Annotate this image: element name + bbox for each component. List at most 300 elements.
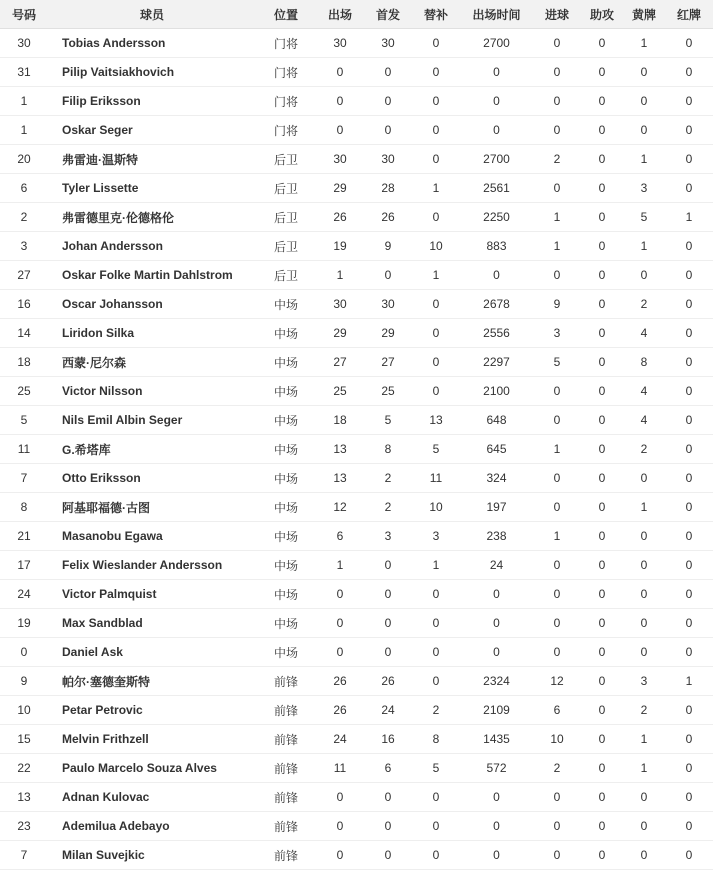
cell-substitute-appearances: 10	[412, 232, 460, 261]
cell-yellow-cards: 2	[623, 290, 665, 319]
cell-player-position: 中场	[256, 348, 316, 377]
cell-starts: 0	[364, 812, 412, 841]
cell-player-number: 0	[0, 638, 48, 667]
cell-player-position: 前锋	[256, 754, 316, 783]
cell-starts: 5	[364, 406, 412, 435]
cell-assists: 0	[581, 783, 623, 812]
cell-player-number: 20	[0, 145, 48, 174]
cell-player-position: 中场	[256, 493, 316, 522]
cell-substitute-appearances: 0	[412, 29, 460, 58]
cell-player-name[interactable]: 西蒙·尼尔森	[48, 348, 256, 377]
column-header-goals: 进球	[533, 0, 581, 29]
cell-assists: 0	[581, 116, 623, 145]
cell-starts: 0	[364, 87, 412, 116]
cell-yellow-cards: 5	[623, 203, 665, 232]
cell-appearances: 0	[316, 812, 364, 841]
cell-substitute-appearances: 0	[412, 87, 460, 116]
cell-substitute-appearances: 0	[412, 290, 460, 319]
column-header-red-cards: 红牌	[665, 0, 713, 29]
cell-player-position: 中场	[256, 522, 316, 551]
cell-player-position: 中场	[256, 319, 316, 348]
cell-player-position: 中场	[256, 377, 316, 406]
table-row	[0, 435, 713, 464]
cell-yellow-cards: 2	[623, 435, 665, 464]
column-header-substitute: 替补	[412, 0, 460, 29]
table-row	[0, 232, 713, 261]
cell-substitute-appearances: 13	[412, 406, 460, 435]
cell-assists: 0	[581, 551, 623, 580]
cell-red-cards: 1	[665, 203, 713, 232]
cell-substitute-appearances: 2	[412, 696, 460, 725]
cell-goals: 0	[533, 29, 581, 58]
cell-player-name[interactable]: Daniel Ask	[48, 638, 256, 667]
cell-minutes-played: 24	[460, 551, 533, 580]
cell-goals: 0	[533, 783, 581, 812]
column-header-number: 号码	[0, 0, 48, 29]
cell-player-name[interactable]: Victor Palmquist	[48, 580, 256, 609]
cell-assists: 0	[581, 754, 623, 783]
cell-player-name[interactable]: Liridon Silka	[48, 319, 256, 348]
cell-red-cards: 0	[665, 725, 713, 754]
cell-goals: 0	[533, 493, 581, 522]
cell-player-name[interactable]: Oskar Folke Martin Dahlstrom	[48, 261, 256, 290]
cell-starts: 0	[364, 551, 412, 580]
cell-yellow-cards: 0	[623, 58, 665, 87]
cell-yellow-cards: 0	[623, 87, 665, 116]
cell-player-position: 中场	[256, 435, 316, 464]
cell-appearances: 26	[316, 696, 364, 725]
cell-substitute-appearances: 0	[412, 609, 460, 638]
cell-player-name[interactable]: Filip Eriksson	[48, 87, 256, 116]
cell-player-number: 30	[0, 29, 48, 58]
cell-minutes-played: 0	[460, 841, 533, 870]
cell-starts: 30	[364, 290, 412, 319]
cell-starts: 27	[364, 348, 412, 377]
cell-player-name[interactable]: 弗雷德里克·伦德格伦	[48, 203, 256, 232]
cell-goals: 2	[533, 145, 581, 174]
cell-substitute-appearances: 0	[412, 812, 460, 841]
cell-red-cards: 0	[665, 232, 713, 261]
cell-appearances: 13	[316, 464, 364, 493]
cell-starts: 0	[364, 638, 412, 667]
cell-red-cards: 0	[665, 841, 713, 870]
cell-goals: 1	[533, 203, 581, 232]
cell-appearances: 26	[316, 667, 364, 696]
table-row	[0, 348, 713, 377]
cell-player-number: 17	[0, 551, 48, 580]
cell-assists: 0	[581, 609, 623, 638]
cell-starts: 24	[364, 696, 412, 725]
cell-red-cards: 0	[665, 551, 713, 580]
cell-player-name[interactable]: Nils Emil Albin Seger	[48, 406, 256, 435]
cell-yellow-cards: 1	[623, 493, 665, 522]
table-header	[0, 0, 713, 29]
cell-starts: 2	[364, 493, 412, 522]
cell-yellow-cards: 0	[623, 783, 665, 812]
cell-minutes-played: 324	[460, 464, 533, 493]
cell-minutes-played: 2324	[460, 667, 533, 696]
cell-yellow-cards: 1	[623, 232, 665, 261]
cell-player-position: 门将	[256, 58, 316, 87]
table-row	[0, 667, 713, 696]
cell-minutes-played: 2678	[460, 290, 533, 319]
cell-player-number: 8	[0, 493, 48, 522]
cell-player-number: 9	[0, 667, 48, 696]
cell-player-number: 11	[0, 435, 48, 464]
cell-minutes-played: 1435	[460, 725, 533, 754]
cell-player-position: 门将	[256, 87, 316, 116]
cell-player-number: 19	[0, 609, 48, 638]
cell-appearances: 27	[316, 348, 364, 377]
cell-player-name[interactable]: 阿基耶福德·古图	[48, 493, 256, 522]
cell-yellow-cards: 0	[623, 464, 665, 493]
table-row	[0, 406, 713, 435]
cell-player-name[interactable]: Johan Andersson	[48, 232, 256, 261]
cell-assists: 0	[581, 522, 623, 551]
cell-minutes-played: 0	[460, 783, 533, 812]
cell-substitute-appearances: 8	[412, 725, 460, 754]
cell-red-cards: 0	[665, 696, 713, 725]
cell-player-name[interactable]: Adnan Kulovac	[48, 783, 256, 812]
cell-goals: 9	[533, 290, 581, 319]
cell-assists: 0	[581, 377, 623, 406]
cell-substitute-appearances: 1	[412, 551, 460, 580]
cell-goals: 0	[533, 174, 581, 203]
cell-appearances: 19	[316, 232, 364, 261]
cell-yellow-cards: 0	[623, 638, 665, 667]
column-header-player: 球员	[48, 0, 256, 29]
cell-goals: 12	[533, 667, 581, 696]
cell-substitute-appearances: 0	[412, 116, 460, 145]
table-row	[0, 580, 713, 609]
cell-starts: 0	[364, 580, 412, 609]
cell-red-cards: 0	[665, 435, 713, 464]
cell-player-number: 1	[0, 87, 48, 116]
cell-red-cards: 0	[665, 464, 713, 493]
cell-assists: 0	[581, 812, 623, 841]
cell-substitute-appearances: 0	[412, 841, 460, 870]
cell-red-cards: 0	[665, 348, 713, 377]
cell-assists: 0	[581, 319, 623, 348]
cell-player-name[interactable]: 帕尔·塞德奎斯特	[48, 667, 256, 696]
cell-player-position: 中场	[256, 609, 316, 638]
cell-goals: 0	[533, 406, 581, 435]
cell-goals: 0	[533, 841, 581, 870]
cell-appearances: 0	[316, 580, 364, 609]
table-row	[0, 58, 713, 87]
cell-appearances: 13	[316, 435, 364, 464]
cell-starts: 28	[364, 174, 412, 203]
cell-starts: 0	[364, 609, 412, 638]
cell-player-position: 中场	[256, 580, 316, 609]
cell-yellow-cards: 0	[623, 551, 665, 580]
cell-goals: 10	[533, 725, 581, 754]
cell-red-cards: 0	[665, 754, 713, 783]
cell-appearances: 24	[316, 725, 364, 754]
cell-red-cards: 0	[665, 290, 713, 319]
cell-appearances: 0	[316, 841, 364, 870]
cell-yellow-cards: 4	[623, 319, 665, 348]
cell-player-name[interactable]: Pilip Vaitsiakhovich	[48, 58, 256, 87]
cell-player-position: 后卫	[256, 203, 316, 232]
cell-red-cards: 0	[665, 783, 713, 812]
cell-starts: 9	[364, 232, 412, 261]
cell-player-position: 中场	[256, 290, 316, 319]
cell-yellow-cards: 0	[623, 609, 665, 638]
cell-substitute-appearances: 0	[412, 145, 460, 174]
table-row	[0, 783, 713, 812]
cell-appearances: 25	[316, 377, 364, 406]
cell-goals: 1	[533, 435, 581, 464]
cell-minutes-played: 2109	[460, 696, 533, 725]
cell-assists: 0	[581, 667, 623, 696]
cell-goals: 0	[533, 116, 581, 145]
cell-appearances: 11	[316, 754, 364, 783]
cell-player-number: 21	[0, 522, 48, 551]
cell-starts: 16	[364, 725, 412, 754]
cell-player-position: 前锋	[256, 667, 316, 696]
cell-player-name[interactable]: G.希塔库	[48, 435, 256, 464]
cell-assists: 0	[581, 493, 623, 522]
cell-minutes-played: 2561	[460, 174, 533, 203]
cell-player-name[interactable]: Otto Eriksson	[48, 464, 256, 493]
cell-substitute-appearances: 1	[412, 261, 460, 290]
cell-goals: 0	[533, 58, 581, 87]
cell-red-cards: 0	[665, 522, 713, 551]
cell-starts: 26	[364, 203, 412, 232]
cell-assists: 0	[581, 841, 623, 870]
cell-player-name[interactable]: Oscar Johansson	[48, 290, 256, 319]
table-row	[0, 696, 713, 725]
cell-starts: 3	[364, 522, 412, 551]
cell-appearances: 30	[316, 145, 364, 174]
cell-yellow-cards: 1	[623, 725, 665, 754]
cell-minutes-played: 0	[460, 87, 533, 116]
cell-player-number: 23	[0, 812, 48, 841]
table-row	[0, 609, 713, 638]
cell-appearances: 0	[316, 783, 364, 812]
cell-player-name[interactable]: Victor Nilsson	[48, 377, 256, 406]
cell-player-name[interactable]: 弗雷迪·温斯特	[48, 145, 256, 174]
cell-player-number: 15	[0, 725, 48, 754]
cell-red-cards: 0	[665, 174, 713, 203]
table-row	[0, 290, 713, 319]
cell-appearances: 0	[316, 638, 364, 667]
cell-yellow-cards: 1	[623, 29, 665, 58]
cell-assists: 0	[581, 638, 623, 667]
cell-yellow-cards: 8	[623, 348, 665, 377]
cell-goals: 0	[533, 377, 581, 406]
cell-appearances: 12	[316, 493, 364, 522]
column-header-yellow-cards: 黄牌	[623, 0, 665, 29]
cell-assists: 0	[581, 87, 623, 116]
cell-yellow-cards: 3	[623, 667, 665, 696]
cell-assists: 0	[581, 348, 623, 377]
cell-minutes-played: 883	[460, 232, 533, 261]
cell-assists: 0	[581, 290, 623, 319]
column-header-position: 位置	[256, 0, 316, 29]
cell-appearances: 1	[316, 551, 364, 580]
cell-red-cards: 0	[665, 319, 713, 348]
cell-yellow-cards: 4	[623, 377, 665, 406]
cell-assists: 0	[581, 203, 623, 232]
cell-starts: 0	[364, 841, 412, 870]
cell-appearances: 1	[316, 261, 364, 290]
cell-appearances: 29	[316, 174, 364, 203]
cell-assists: 0	[581, 725, 623, 754]
cell-player-number: 7	[0, 464, 48, 493]
cell-player-name[interactable]: Paulo Marcelo Souza Alves	[48, 754, 256, 783]
cell-starts: 29	[364, 319, 412, 348]
cell-goals: 0	[533, 812, 581, 841]
cell-substitute-appearances: 5	[412, 754, 460, 783]
cell-substitute-appearances: 10	[412, 493, 460, 522]
cell-goals: 5	[533, 348, 581, 377]
cell-red-cards: 0	[665, 58, 713, 87]
cell-yellow-cards: 0	[623, 580, 665, 609]
cell-assists: 0	[581, 261, 623, 290]
cell-starts: 0	[364, 261, 412, 290]
cell-goals: 0	[533, 87, 581, 116]
table-row	[0, 319, 713, 348]
table-row	[0, 203, 713, 232]
cell-goals: 0	[533, 580, 581, 609]
cell-substitute-appearances: 0	[412, 58, 460, 87]
cell-red-cards: 0	[665, 116, 713, 145]
cell-substitute-appearances: 0	[412, 203, 460, 232]
cell-minutes-played: 2100	[460, 377, 533, 406]
cell-substitute-appearances: 0	[412, 319, 460, 348]
table-row	[0, 464, 713, 493]
cell-player-number: 24	[0, 580, 48, 609]
cell-player-position: 前锋	[256, 841, 316, 870]
cell-player-name[interactable]: Oskar Seger	[48, 116, 256, 145]
cell-red-cards: 0	[665, 145, 713, 174]
cell-player-number: 16	[0, 290, 48, 319]
cell-player-name[interactable]: Tyler Lissette	[48, 174, 256, 203]
cell-appearances: 18	[316, 406, 364, 435]
cell-goals: 0	[533, 551, 581, 580]
cell-player-name[interactable]: Max Sandblad	[48, 609, 256, 638]
cell-player-number: 27	[0, 261, 48, 290]
cell-player-position: 前锋	[256, 696, 316, 725]
cell-minutes-played: 2250	[460, 203, 533, 232]
cell-minutes-played: 0	[460, 609, 533, 638]
cell-minutes-played: 197	[460, 493, 533, 522]
cell-goals: 1	[533, 522, 581, 551]
cell-appearances: 30	[316, 290, 364, 319]
cell-player-name[interactable]: Masanobu Egawa	[48, 522, 256, 551]
cell-player-name[interactable]: Felix Wieslander Andersson	[48, 551, 256, 580]
cell-goals: 0	[533, 464, 581, 493]
cell-player-number: 6	[0, 174, 48, 203]
cell-appearances: 29	[316, 319, 364, 348]
cell-yellow-cards: 0	[623, 812, 665, 841]
cell-substitute-appearances: 0	[412, 783, 460, 812]
cell-goals: 2	[533, 754, 581, 783]
cell-minutes-played: 2556	[460, 319, 533, 348]
table-row	[0, 754, 713, 783]
cell-minutes-played: 0	[460, 812, 533, 841]
cell-player-number: 18	[0, 348, 48, 377]
cell-player-number: 3	[0, 232, 48, 261]
cell-starts: 0	[364, 58, 412, 87]
cell-minutes-played: 572	[460, 754, 533, 783]
cell-starts: 26	[364, 667, 412, 696]
cell-substitute-appearances: 0	[412, 638, 460, 667]
cell-minutes-played: 2700	[460, 145, 533, 174]
cell-player-number: 14	[0, 319, 48, 348]
cell-starts: 0	[364, 116, 412, 145]
cell-player-number: 1	[0, 116, 48, 145]
cell-minutes-played: 645	[460, 435, 533, 464]
cell-red-cards: 0	[665, 812, 713, 841]
cell-appearances: 0	[316, 58, 364, 87]
cell-red-cards: 0	[665, 29, 713, 58]
cell-substitute-appearances: 0	[412, 580, 460, 609]
cell-player-number: 22	[0, 754, 48, 783]
cell-player-number: 31	[0, 58, 48, 87]
cell-substitute-appearances: 0	[412, 377, 460, 406]
cell-red-cards: 0	[665, 609, 713, 638]
cell-player-name[interactable]: Tobias Andersson	[48, 29, 256, 58]
cell-red-cards: 1	[665, 667, 713, 696]
cell-substitute-appearances: 5	[412, 435, 460, 464]
cell-red-cards: 0	[665, 406, 713, 435]
cell-substitute-appearances: 0	[412, 667, 460, 696]
cell-appearances: 6	[316, 522, 364, 551]
table-row	[0, 725, 713, 754]
cell-minutes-played: 0	[460, 580, 533, 609]
cell-goals: 3	[533, 319, 581, 348]
column-header-assists: 助攻	[581, 0, 623, 29]
cell-player-position: 后卫	[256, 261, 316, 290]
column-header-minutes: 出场时间	[460, 0, 533, 29]
cell-starts: 8	[364, 435, 412, 464]
cell-starts: 30	[364, 29, 412, 58]
table-row	[0, 377, 713, 406]
cell-minutes-played: 0	[460, 58, 533, 87]
cell-minutes-played: 648	[460, 406, 533, 435]
cell-goals: 0	[533, 638, 581, 667]
column-header-starts: 首发	[364, 0, 412, 29]
cell-yellow-cards: 4	[623, 406, 665, 435]
cell-player-position: 中场	[256, 406, 316, 435]
cell-player-number: 5	[0, 406, 48, 435]
cell-substitute-appearances: 0	[412, 348, 460, 377]
cell-minutes-played: 0	[460, 116, 533, 145]
cell-red-cards: 0	[665, 87, 713, 116]
cell-minutes-played: 238	[460, 522, 533, 551]
cell-player-name[interactable]: Melvin Frithzell	[48, 725, 256, 754]
cell-player-name[interactable]: Ademilua Adebayo	[48, 812, 256, 841]
table-row	[0, 145, 713, 174]
cell-goals: 6	[533, 696, 581, 725]
cell-player-position: 门将	[256, 116, 316, 145]
cell-player-name[interactable]: Petar Petrovic	[48, 696, 256, 725]
cell-player-number: 13	[0, 783, 48, 812]
cell-assists: 0	[581, 232, 623, 261]
cell-player-name[interactable]: Milan Suvejkic	[48, 841, 256, 870]
cell-substitute-appearances: 11	[412, 464, 460, 493]
cell-goals: 0	[533, 609, 581, 638]
cell-yellow-cards: 3	[623, 174, 665, 203]
cell-starts: 30	[364, 145, 412, 174]
column-header-appearances: 出场	[316, 0, 364, 29]
cell-player-position: 前锋	[256, 783, 316, 812]
cell-appearances: 0	[316, 87, 364, 116]
cell-assists: 0	[581, 58, 623, 87]
